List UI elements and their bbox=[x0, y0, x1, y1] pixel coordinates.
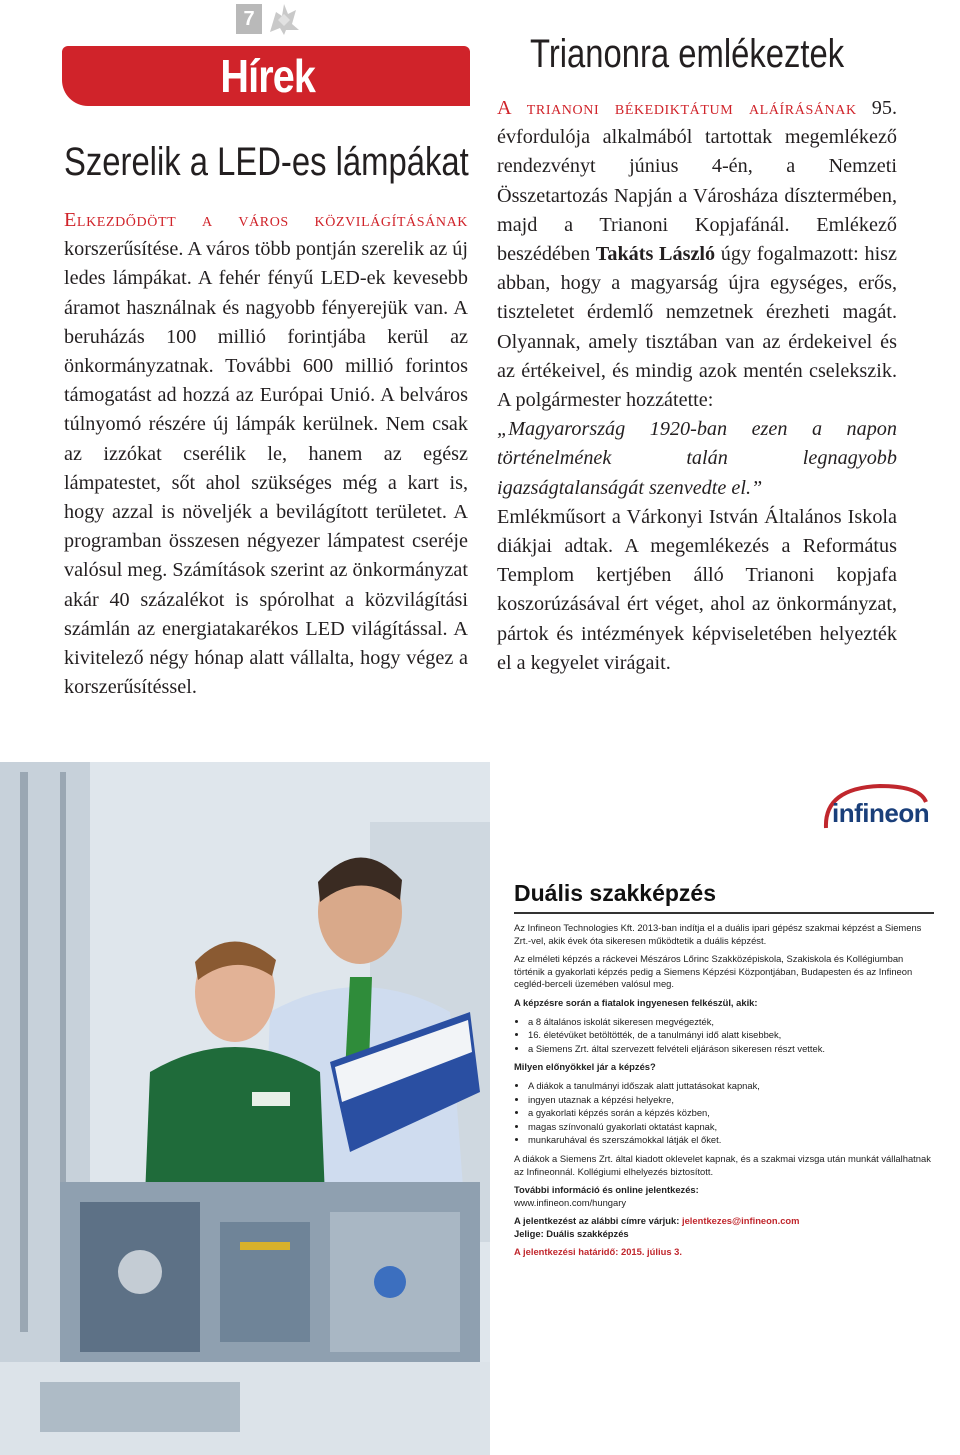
ad-benefit-item: • ingyen utaznak a képzési helyekre, bbox=[528, 1094, 934, 1107]
section-banner bbox=[62, 46, 470, 106]
left-article-text: korszerűsítése. A város több pontján szerelik az új ledes lámpákat. A fehér fényű LED-ek kevesebb áramot használnak és nagyobb fényerejük van. A beruházás 100 millió forintjába kerül az önkormányzatnak. További 600 millió forintos támogatást ad hozzá az Európai Unió. A belváros túlnyomó részére új lámpák kerülnek. Nem csak az izzókat cserélik le, hanem az egész lámpatestet, sőt ahol szükséges még a kart is, hogy azzal is növeljék a bevilágított területet. A programban összesen négyezer lámpatest cseréje valósul meg. Számítások szerint az önkormányzat akár 40 százalékot is spórolhat a közvilágítási számlán az energiatakarékos LED világítással. A kivitelező négy hónap alatt vállalta, hogy végez a korszerűsítéssel. bbox=[64, 238, 468, 699]
ad-closing: A diákok a Siemens Zrt. által kiadott oklevelet kapnak, és a szakmai vizsga után munkát vállalhatnak az Infineonnál. Kollégiumi elhelyezés biztosított. bbox=[514, 1152, 931, 1177]
section-title: Hírek bbox=[220, 50, 315, 102]
ad-title: Duális szakképzés bbox=[514, 880, 717, 906]
ad-offer-list bbox=[514, 1016, 934, 1056]
ad-contact-label: Jelige: Duális szakképzés bbox=[514, 1227, 629, 1239]
ad-offer-heading: A képzésre során a fiatalok ingyenesen felkészül, akik: bbox=[514, 996, 758, 1008]
crest-icon bbox=[266, 2, 302, 36]
ad-intro-2: Az elméleti képzés a ráckevei Mészáros Lőrinc Szakközépiskola, Szakiskola és Kollégiumban történik a gyakorlati képzés pedig a Siemens Képzési Központjában, Budapesten és az Infineon cegléd-berceli üzemében valósul meg. bbox=[514, 953, 913, 990]
right-article-title: Trianonra emlékeztek bbox=[530, 32, 845, 76]
ad-benefit-item: • magas színvonalú gyakorlati oktatást kapnak, bbox=[528, 1121, 934, 1134]
ad-deadline-value: 2015. július 3. bbox=[620, 1246, 682, 1258]
right-article-text-3: Emlékműsort a Várkonyi István Általános Iskola diákjai adtak. A megemlékezés a Református Templom kertjében álló Trianoni kopjafa koszorúzásával ért véget, ahol az önkormányzat, pártok és intézmények képviseletében helyezték el a kegyelet virágait. bbox=[497, 505, 897, 674]
ad-body bbox=[514, 922, 934, 1265]
page-number: 7 bbox=[236, 4, 262, 34]
ad-apply-label: A jelentkezést az alábbi címre várjuk: bbox=[514, 1215, 680, 1227]
infineon-advertisement bbox=[0, 762, 960, 1455]
ad-benefit-item: • a gyakorlati képzés során a képzés közben, bbox=[528, 1107, 934, 1120]
ad-benefits-list bbox=[514, 1080, 934, 1147]
ad-more-info-label: További információ és online jelentkezés: bbox=[514, 1184, 699, 1196]
right-article-text-1: 95. évfordulója alkalmából tartottak megemlékező rendezvényt június 4-én, a Nemzeti Összetartozás Napján a Városháza dísztermében, majd a Trianoni Kopjafánál. Emlékező beszédében bbox=[497, 97, 898, 266]
ad-benefit-item: • munkaruhával és szerszámokkal látják el őket. bbox=[528, 1134, 934, 1147]
left-article-lead: Elkezdődött a város közvilágításának bbox=[64, 209, 468, 231]
ad-more-info-url[interactable]: www.infineon.com/hungary bbox=[514, 1196, 627, 1208]
left-article-title: Szerelik a LED-es lámpákat bbox=[64, 140, 469, 184]
right-article-lead: A trianoni békediktátum aláírásának bbox=[497, 97, 857, 119]
ad-benefits-heading: Milyen előnyökkel jár a képzés? bbox=[514, 1061, 656, 1073]
left-article-body bbox=[64, 206, 468, 702]
ad-intro-1: Az Infineon Technologies Kft. 2013-ban indítja el a duális ipari gépész szakmai képzést a Siemens Zrt.-vel, akik évek óta sikeresen működtetik a duális képzést. bbox=[514, 922, 922, 946]
logo-text: infineon bbox=[832, 798, 930, 828]
ad-text-panel bbox=[490, 762, 960, 1455]
mayor-quote: „Magyarország 1920-ban ezen a napon történelmének talán legnagyobb igazságtalanságát szenvedte el.” bbox=[497, 418, 897, 499]
ad-benefit-item: • A diákok a tanulmányi időszak alatt juttatásokat kapnak, bbox=[528, 1080, 934, 1093]
ad-apply-email[interactable]: jelentkezes@infineon.com bbox=[681, 1215, 800, 1227]
ad-offer-item: • a Siemens Zrt. által szervezett felvételi eljáráson sikeresen részt vettek. bbox=[528, 1043, 934, 1056]
ad-offer-item: • 16. életévüket betöltötték, de a tanulmányi idő alatt kisebbek, bbox=[528, 1029, 934, 1042]
ad-divider bbox=[514, 912, 934, 914]
ad-deadline-label: A jelentkezési határidő: bbox=[514, 1246, 619, 1258]
workshop-illustration bbox=[0, 762, 490, 1455]
ad-photo bbox=[0, 762, 490, 1455]
infineon-logo bbox=[820, 780, 930, 848]
right-article-body bbox=[497, 94, 897, 678]
speaker-name: Takáts László bbox=[595, 243, 716, 266]
ad-offer-item: • a 8 általános iskolát sikeresen megvégezték, bbox=[528, 1016, 934, 1029]
right-article-text-2: úgy fogalmazott: hisz abban, hogy a magyarság újra egységes, erős, tiszteletet érdemlő nemzetnek érezheti magát. Olyannak, amely tisztában van az érdekeivel és az értékeivel, és mindig azok mentén cselekszik. A polgármester hozzátette: bbox=[497, 243, 897, 412]
